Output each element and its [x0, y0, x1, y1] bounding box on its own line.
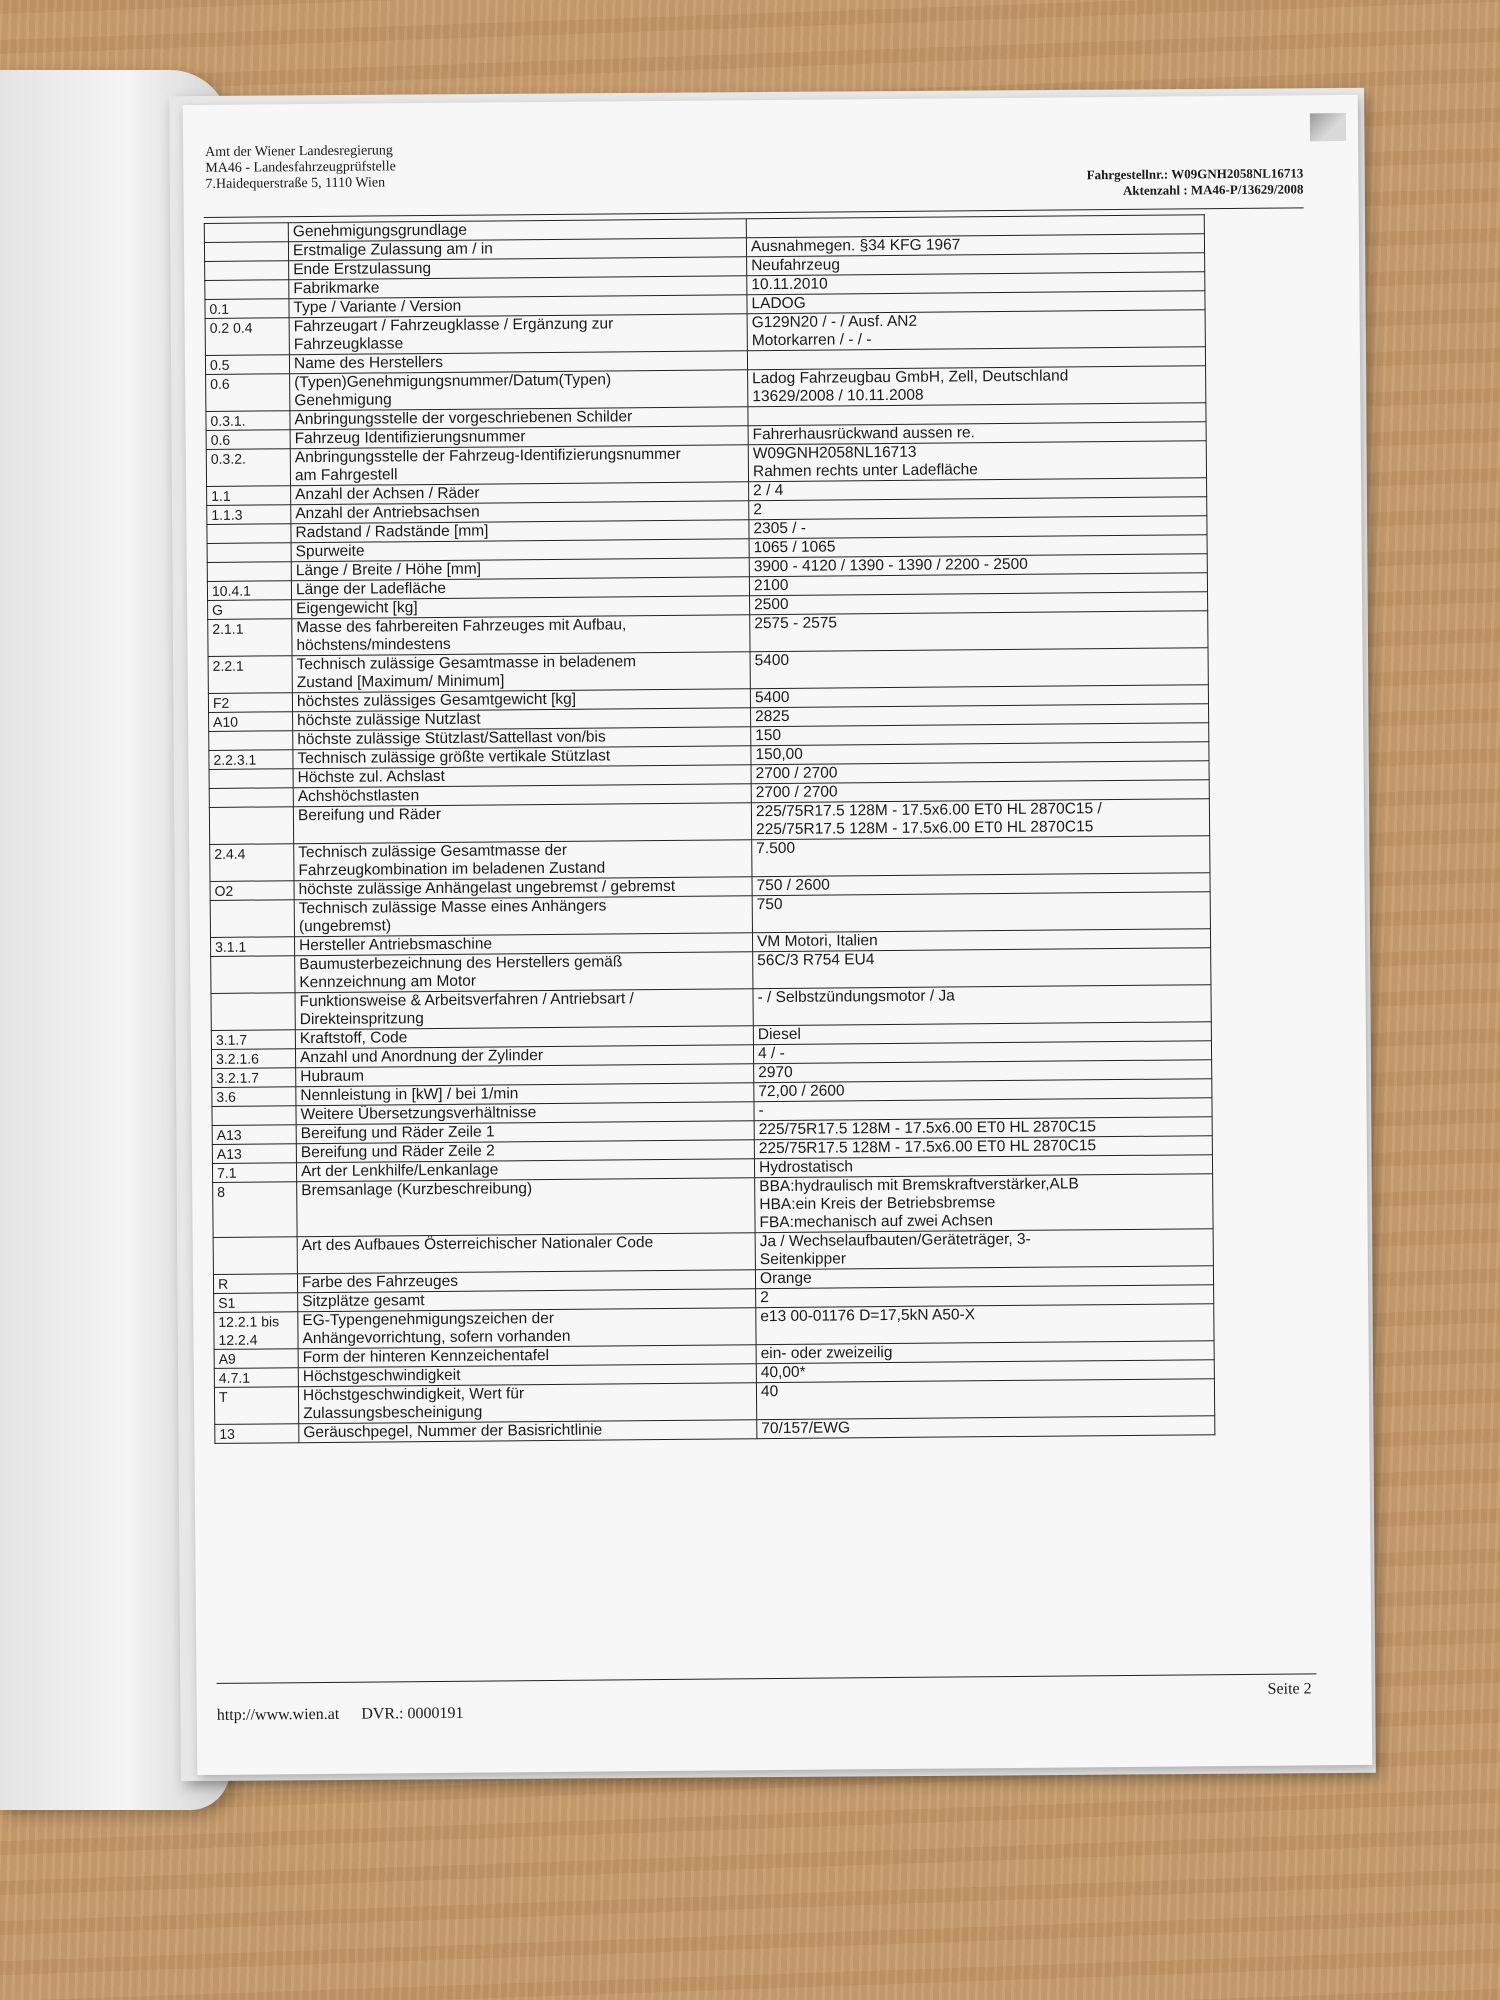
reference-header — [1087, 165, 1304, 199]
row-label: Masse des fahrbereiten Fahrzeuges mit Aufbau, höchstens/mindestens — [292, 615, 750, 656]
row-label: Höchste zul. Achslast — [293, 765, 751, 788]
row-label: Technisch zulässige größte vertikale Stützlast — [293, 746, 751, 769]
row-label: Anzahl der Antriebsachsen — [291, 501, 749, 524]
row-label: Genehmigungsgrundlage — [288, 219, 746, 242]
row-value: Neufahrzeug — [747, 253, 1205, 276]
row-label: Kraftstoff, Code — [295, 1026, 753, 1049]
row-code: F2 — [208, 693, 292, 713]
row-label: Sitzplätze gesamt — [298, 1289, 756, 1312]
row-label: Fabrikmarke — [289, 276, 747, 299]
row-value: - — [754, 1098, 1212, 1121]
row-value: 150,00 — [751, 742, 1209, 765]
row-code — [207, 524, 291, 544]
row-label: Bereifung und Räder Zeile 1 — [296, 1121, 754, 1144]
row-code: 0.3.1. — [206, 411, 290, 431]
row-label: höchste zulässige Anhängelast ungebremst / gebremst — [294, 877, 752, 900]
row-code — [212, 1106, 296, 1126]
row-label: höchste zulässige Nutzlast — [293, 708, 751, 731]
row-value: 2 / 4 — [749, 478, 1207, 501]
row-value: Diesel — [753, 1022, 1211, 1045]
row-code: 0.2 0.4 — [205, 318, 289, 356]
row-code: T — [214, 1387, 298, 1425]
row-label: Ende Erstzulassung — [289, 257, 747, 280]
row-code — [205, 261, 289, 281]
row-code: 3.6 — [212, 1087, 296, 1107]
row-label: Weitere Übersetzungsverhältnisse — [296, 1102, 754, 1125]
row-value: 40,00* — [756, 1360, 1214, 1383]
footer-dvr: DVR.: 0000191 — [361, 1704, 464, 1723]
row-value: 40 — [756, 1379, 1214, 1420]
chassis-number: Fahrgestellnr.: W09GNH2058NL16713 — [1086, 165, 1304, 183]
row-value: 5400 — [750, 685, 1208, 708]
row-code: 12.2.1 bis 12.2.4 — [214, 1312, 298, 1350]
row-code — [210, 900, 294, 938]
authority-name: Amt der Wiener Landesregierung — [205, 143, 393, 160]
row-value: 1065 / 1065 — [749, 535, 1207, 558]
row-value: 2305 / - — [749, 516, 1207, 539]
row-label: Funktionsweise & Arbeitsverfahren / Antriebsart / Direkteinspritzung — [295, 989, 753, 1030]
row-label: Anzahl der Achsen / Räder — [291, 482, 749, 505]
row-value: 150 — [751, 723, 1209, 746]
row-value: VM Motori, Italien — [752, 929, 1210, 952]
row-code: A13 — [212, 1144, 296, 1164]
row-value: 225/75R17.5 128M - 17.5x6.00 ET0 HL 2870C15 — [754, 1136, 1212, 1159]
row-label: höchste zulässige Stützlast/Sattellast von/bis — [293, 727, 751, 750]
footer-url: http://www.wien.at — [216, 1705, 340, 1724]
row-label: Bereifung und Räder Zeile 2 — [296, 1140, 754, 1163]
row-code: 0.5 — [205, 355, 289, 375]
row-label: Erstmalige Zulassung am / in — [288, 238, 746, 261]
document-page — [183, 95, 1373, 1775]
row-label: Fahrzeugart / Fahrzeugklasse / Ergänzung zur Fahrzeugklasse — [289, 314, 747, 355]
row-value: 2100 — [749, 573, 1207, 596]
row-label: Anzahl und Anordnung der Zylinder — [295, 1045, 753, 1068]
row-label: Eigengewicht [kg] — [292, 596, 750, 619]
bottom-rule — [217, 1673, 1317, 1684]
row-value: 70/157/EWG — [757, 1416, 1215, 1439]
row-value: 2825 — [751, 704, 1209, 727]
row-value: Ausnahmegen. §34 KFG 1967 — [746, 234, 1204, 257]
row-value: 750 / 2600 — [752, 873, 1210, 896]
row-label: Radstand / Radstände [mm] — [291, 520, 749, 543]
row-code: 3.2.1.7 — [212, 1068, 296, 1088]
row-value: 225/75R17.5 128M - 17.5x6.00 ET0 HL 2870C15 — [754, 1117, 1212, 1140]
row-code — [211, 993, 295, 1031]
row-label: (Typen)Genehmigungsnummer/Datum(Typen) Genehmigung — [290, 370, 748, 411]
row-label: Höchstgeschwindigkeit, Wert für Zulassungsbescheinigung — [298, 1383, 756, 1424]
row-code — [209, 769, 293, 789]
row-label: Spurweite — [291, 539, 749, 562]
row-code: 2.1.1 — [208, 619, 292, 657]
row-label: Baumusterbezeichnung des Herstellers gemäß Kennzeichnung am Motor — [295, 952, 753, 993]
row-code: R — [213, 1274, 297, 1294]
row-value: 5400 — [750, 648, 1208, 689]
row-code: 2.2.1 — [208, 656, 292, 694]
row-code: 4.7.1 — [214, 1368, 298, 1388]
row-value: - / Selbstzündungsmotor / Ja — [753, 985, 1211, 1026]
row-value: 3900 - 4120 / 1390 - 1390 / 2200 - 2500 — [749, 554, 1207, 577]
row-code: O2 — [210, 881, 294, 901]
row-label: Form der hinteren Kennzeichentafel — [298, 1345, 756, 1368]
row-value: Ladog Fahrzeugbau GmbH, Zell, Deutschland 13629/2008 / 10.11.2008 — [748, 366, 1206, 407]
row-label: Technisch zulässige Gesamtmasse in beladenem Zustand [Maximum/ Minimum] — [292, 652, 750, 693]
authority-department: MA46 - Landesfahrzeugprüfstelle — [205, 159, 396, 176]
row-label: Hersteller Antriebsmaschine — [294, 933, 752, 956]
page-number: Seite 2 — [1267, 1680, 1312, 1698]
row-value: 2700 / 2700 — [751, 780, 1209, 803]
vehicle-spec-table — [204, 214, 1216, 1444]
row-label: Technisch zulässige Gesamtmasse der Fahrzeugkombination im beladenen Zustand — [294, 840, 752, 881]
row-code: 3.1.1 — [210, 937, 294, 957]
row-value: ein- oder zweizeilig — [756, 1341, 1214, 1364]
row-code: 1.1 — [207, 486, 291, 506]
row-code: A9 — [214, 1349, 298, 1369]
row-label: Type / Variante / Version — [289, 295, 747, 318]
row-code: 0.6 — [206, 430, 290, 450]
row-label: Achshöchstlasten — [293, 784, 751, 807]
row-code: 7.1 — [212, 1163, 296, 1183]
row-code: S1 — [214, 1293, 298, 1313]
row-code: 2.4.4 — [210, 844, 294, 882]
row-value: 72,00 / 2600 — [754, 1079, 1212, 1102]
row-value: 4 / - — [753, 1041, 1211, 1064]
row-value: 225/75R17.5 128M - 17.5x6.00 ET0 HL 2870C15 / 225/75R17.5 128M - 17.5x6.00 ET0 HL 2870C15 — [751, 799, 1209, 840]
row-value: Hydrostatisch — [754, 1155, 1212, 1178]
row-code — [204, 242, 288, 262]
row-code — [211, 956, 295, 994]
row-value: e13 00-01176 D=17,5kN A50-X — [756, 1304, 1214, 1345]
row-value: 2 — [756, 1285, 1214, 1308]
row-label: Länge der Ladefläche — [291, 577, 749, 600]
row-code: 13 — [215, 1424, 299, 1444]
row-code: 3.1.7 — [211, 1030, 295, 1050]
row-code: 8 — [213, 1182, 297, 1238]
row-label: EG-Typengenehmigungszeichen der Anhängevorrichtung, sofern vorhanden — [298, 1308, 756, 1349]
row-code — [207, 562, 291, 582]
row-value: 2970 — [754, 1060, 1212, 1083]
footer — [217, 1705, 482, 1725]
row-code: 0.6 — [206, 374, 290, 412]
row-label: Höchstgeschwindigkeit — [298, 1364, 756, 1387]
row-code: 10.4.1 — [207, 581, 291, 601]
authority-address: 7.Haidequerstraße 5, 1110 Wien — [205, 175, 386, 192]
row-code — [209, 788, 293, 808]
row-code — [204, 223, 288, 243]
row-value: G129N20 / - / Ausf. AN2 Motorkarren / - / - — [747, 310, 1205, 351]
row-label: Art des Aufbaues Österreichischer Nationaler Code — [297, 1233, 755, 1274]
row-code — [209, 731, 293, 751]
row-value: 750 — [752, 892, 1210, 933]
row-value: Fahrerhausrückwand aussen re. — [748, 422, 1206, 445]
row-code — [205, 280, 289, 300]
row-code — [209, 807, 293, 845]
row-code: A13 — [212, 1125, 296, 1145]
row-code — [207, 543, 291, 563]
row-code: G — [208, 600, 292, 620]
row-label: Bereifung und Räder — [293, 803, 751, 844]
row-label: Technisch zulässige Masse eines Anhängers (ungebremst) — [294, 896, 752, 937]
row-value: 7.500 — [752, 836, 1210, 877]
row-code: 2.2.3.1 — [209, 750, 293, 770]
row-value: 2 — [749, 497, 1207, 520]
row-value: 2575 - 2575 — [750, 611, 1208, 652]
row-value: 2700 / 2700 — [751, 761, 1209, 784]
corner-fold — [1310, 113, 1346, 141]
row-label: Farbe des Fahrzeuges — [297, 1270, 755, 1293]
authority-header — [205, 143, 396, 193]
row-value: 56C/3 R754 EU4 — [753, 948, 1211, 989]
row-code: 1.1.3 — [207, 505, 291, 525]
row-value: 2500 — [750, 592, 1208, 615]
row-code: 0.3.2. — [206, 449, 290, 487]
row-value: W09GNH2058NL16713 Rahmen rechts unter Ladefläche — [748, 441, 1206, 482]
row-code: 3.2.1.6 — [211, 1049, 295, 1069]
row-label: Hubraum — [296, 1064, 754, 1087]
row-label: Anbringungsstelle der vorgeschriebenen Schilder — [290, 407, 748, 430]
file-number: Aktenzahl : MA46-P/13629/2008 — [1122, 181, 1304, 198]
row-label: Länge / Breite / Höhe [mm] — [291, 558, 749, 581]
row-code: 0.1 — [205, 299, 289, 319]
row-value: LADOG — [747, 291, 1205, 314]
row-label: Bremsanlage (Kurzbeschreibung) — [297, 1178, 755, 1237]
row-code: A10 — [209, 712, 293, 732]
row-label: Art der Lenkhilfe/Lenkanlage — [296, 1159, 754, 1182]
row-value: Orange — [755, 1266, 1213, 1289]
row-label: höchstes zulässiges Gesamtgewicht [kg] — [292, 689, 750, 712]
row-label: Nennleistung in [kW] / bei 1/min — [296, 1083, 754, 1106]
row-label: Anbringungsstelle der Fahrzeug-Identifizierungsnummer am Fahrgestell — [290, 445, 748, 486]
row-value: Ja / Wechselaufbauten/Geräteträger, 3- Seitenkipper — [755, 1229, 1213, 1270]
row-label: Geräuschpegel, Nummer der Basisrichtlinie — [299, 1420, 757, 1443]
table-row — [213, 1174, 1213, 1238]
row-value: 10.11.2010 — [747, 272, 1205, 295]
row-label: Fahrzeug Identifizierungsnummer — [290, 426, 748, 449]
row-code — [213, 1237, 297, 1275]
row-label: Name des Herstellers — [289, 351, 747, 374]
row-value: BBA:hydraulisch mit Bremskraftverstärker,ALB HBA:ein Kreis der Betriebsbremse FBA:mechanisch auf zwei Achsen — [755, 1174, 1213, 1233]
